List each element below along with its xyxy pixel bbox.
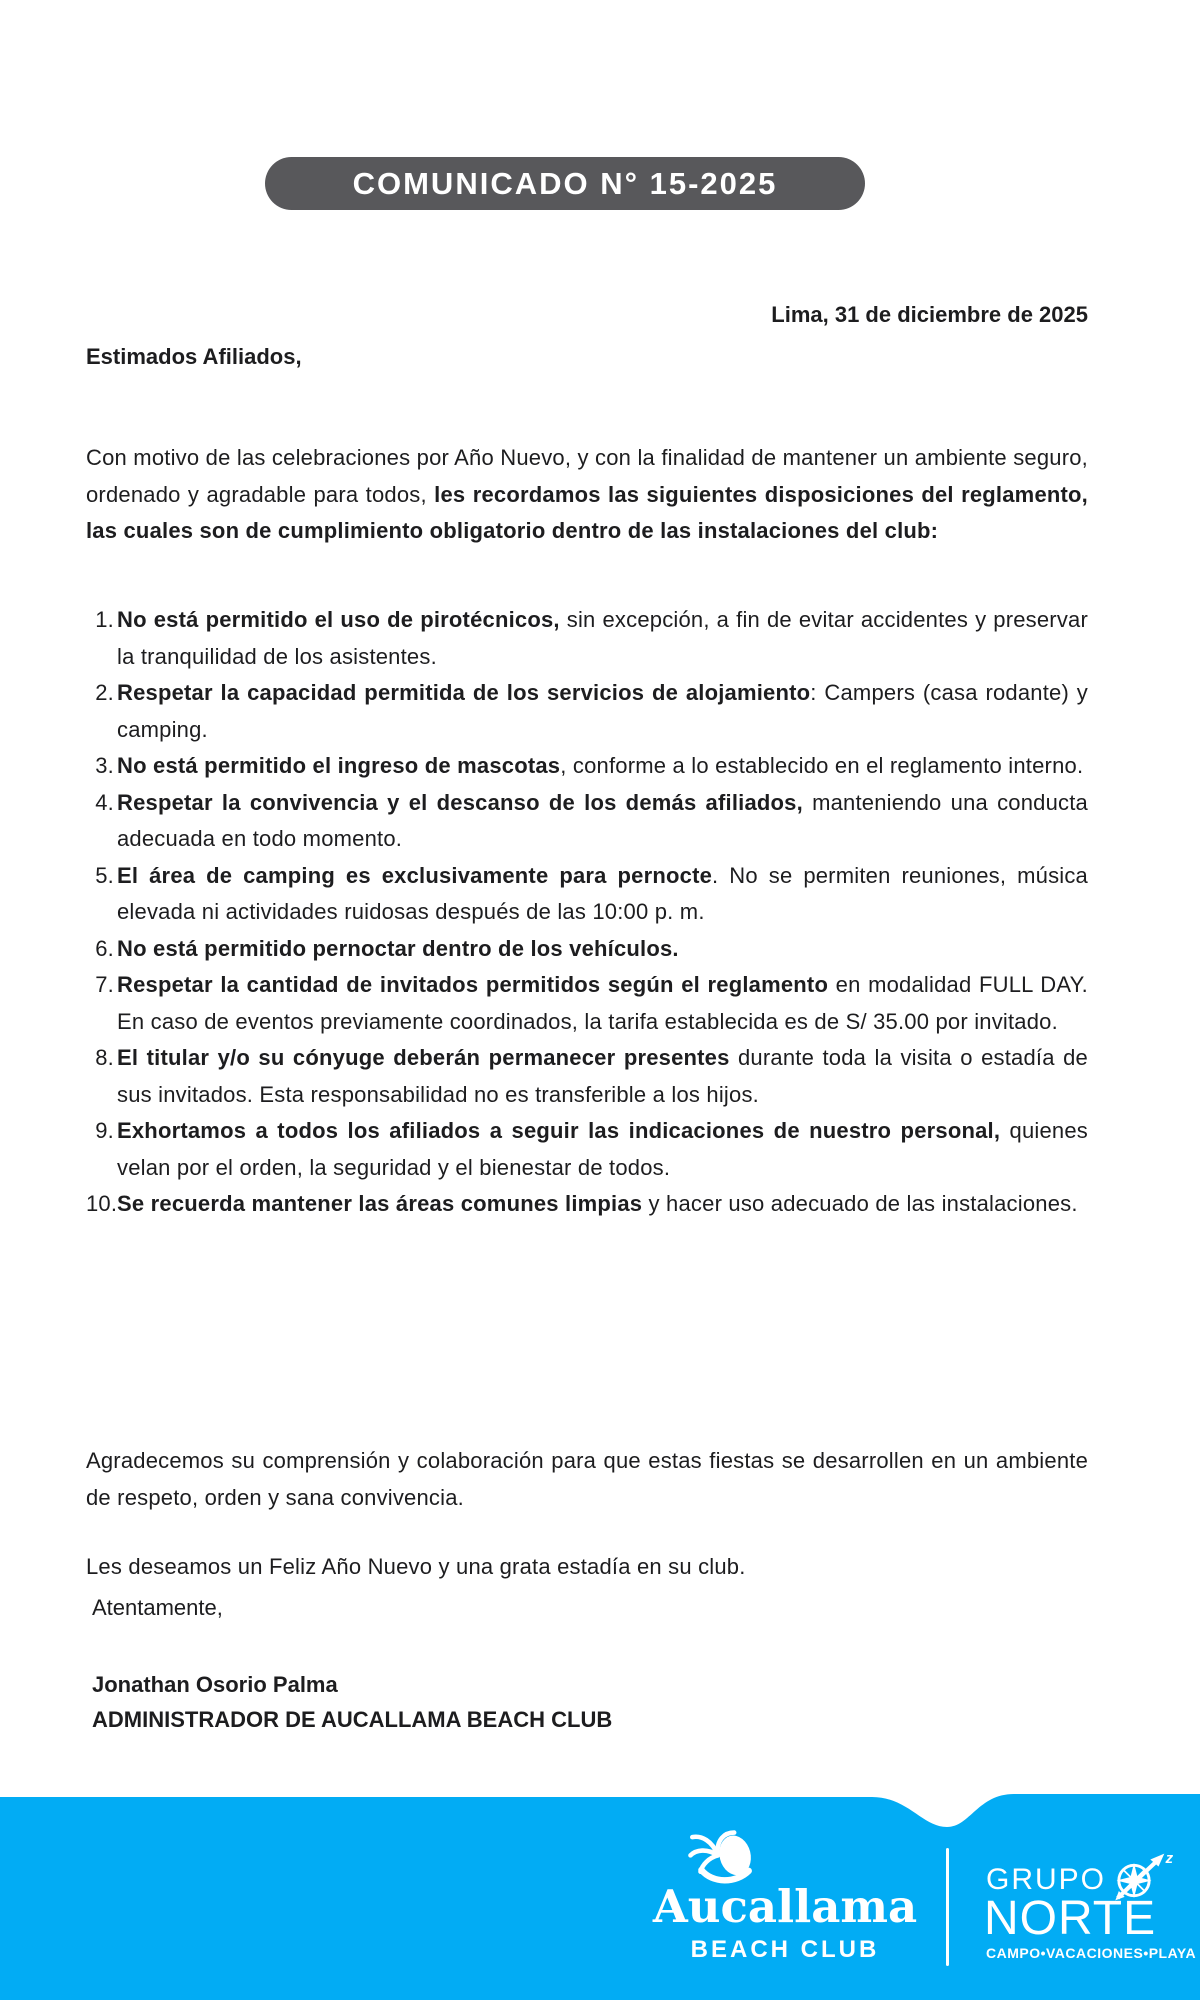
rule-rest-text: : Campers (casa rodante) y camping. [117, 680, 1088, 742]
rule-number: 10. [86, 1191, 118, 1216]
group-logo-top: GRUPO [986, 1863, 1107, 1896]
rule-bold-text: No está permitido el ingreso de mascotas [117, 753, 561, 778]
intro-regular-text: Con motivo de las celebraciones por Año Nuevo, y con la finalidad de mantener un ambiente seguro, ordenado y agradable para todos, [86, 445, 1088, 507]
footer-band [0, 1793, 1200, 2000]
rule-item-7 [86, 967, 1088, 1040]
rule-item-6 [86, 931, 1088, 968]
rule-bold-text: El titular y/o su cónyuge deberán permanecer presentes [117, 1045, 730, 1070]
rule-rest-text: . No se permiten reuniones, música elevada ni actividades ruidosas después de las 10:00 p. m. [117, 862, 1088, 924]
rule-bold-text: Respetar la capacidad permitida de los servicios de alojamiento [117, 680, 811, 705]
rule-rest-text: , conforme a lo establecido en el reglamento interno. [560, 753, 1084, 778]
rule-item-3 [86, 748, 1088, 785]
rule-number: 3. [95, 753, 114, 778]
rule-rest-text: sin excepción, a fin de evitar accidentes y preservar la tranquilidad de los asistentes. [117, 607, 1088, 669]
rule-bold-text: Se recuerda mantener las áreas comunes limpias [117, 1191, 643, 1216]
group-logo-name: NORTE [984, 1892, 1157, 1945]
intro-bold-text: les recordamos las siguientes disposiciones del reglamento, las cuales son de cumplimiento obligatorio dentro de las instalaciones del club: [86, 481, 1088, 543]
rule-number: 7. [95, 972, 114, 997]
rule-number: 2. [95, 680, 114, 705]
rule-bold-text: Respetar la convivencia y el descanso de los demás afiliados, [117, 789, 803, 815]
signer-name: Jonathan Osorio Palma [92, 1672, 338, 1697]
greeting: Estimados Afiliados, [86, 344, 302, 369]
rule-bold-text: Respetar la cantidad de invitados permitidos según el reglamento [117, 972, 829, 997]
rule-rest-text: manteniendo una conducta adecuada en todo momento. [117, 789, 1088, 851]
rule-item-8 [86, 1040, 1088, 1113]
rule-number: 1. [95, 607, 114, 632]
footer-divider [946, 1848, 949, 1966]
rule-number: 9. [95, 1118, 114, 1143]
rule-bold-text: Exhortamos a todos los afiliados a seguir las indicaciones de nuestro personal, [117, 1118, 1001, 1143]
rule-item-5 [86, 858, 1088, 931]
rule-item-1 [86, 602, 1088, 675]
valediction: Atentamente, [92, 1595, 223, 1620]
rule-bold-text: No está permitido el uso de pirotécnicos, [117, 607, 560, 632]
signer-title: ADMINISTRADOR DE AUCALLAMA BEACH CLUB [92, 1707, 613, 1732]
club-logo-name: Aucallama [652, 1880, 918, 1933]
rule-number: 5. [95, 862, 114, 888]
communique-badge-title: COMUNICADO N° 15-2025 [352, 165, 778, 201]
date-line: Lima, 31 de diciembre de 2025 [771, 302, 1088, 327]
rule-bold-text: No está permitido pernoctar dentro de los vehículos. [117, 935, 679, 961]
rule-rest-text: durante toda la visita o estadía de sus invitados. Esta responsabilidad no es transferible a los hijos. [117, 1045, 1088, 1107]
communique-badge [265, 157, 865, 210]
club-logo-subtitle: BEACH CLUB [690, 1936, 880, 1963]
rule-number: 6. [95, 935, 114, 961]
svg-text:z: z [1165, 1850, 1174, 1867]
rule-item-10 [86, 1186, 1088, 1223]
rule-rest-text: en modalidad FULL DAY. En caso de eventos previamente coordinados, la tarifa establecida es de S/ 35.00 por invitado. [117, 972, 1088, 1034]
intro-paragraph [86, 440, 1088, 550]
rule-item-9 [86, 1113, 1088, 1186]
rule-number: 8. [95, 1045, 114, 1070]
rule-item-2 [86, 675, 1088, 748]
rule-bold-text: El área de camping es exclusivamente para pernocte [117, 862, 713, 888]
rule-item-4 [86, 785, 1088, 858]
closing-paragraph: Agradecemos su comprensión y colaboración para que estas fiestas se desarrollen en un ambiente de respeto, orden y sana convivencia. [86, 1448, 1088, 1510]
new-year-wish: Les deseamos un Feliz Año Nuevo y una grata estadía en su club. [86, 1554, 746, 1579]
rule-rest-text: quienes velan por el orden, la seguridad y el bienestar de todos. [117, 1118, 1089, 1180]
rules-list [86, 602, 1088, 1223]
rule-rest-text: y hacer uso adecuado de las instalaciones. [642, 1191, 1078, 1216]
group-logo-tagline: CAMPO•VACACIONES•PLAYA [986, 1945, 1197, 1961]
rule-number: 4. [95, 789, 114, 815]
